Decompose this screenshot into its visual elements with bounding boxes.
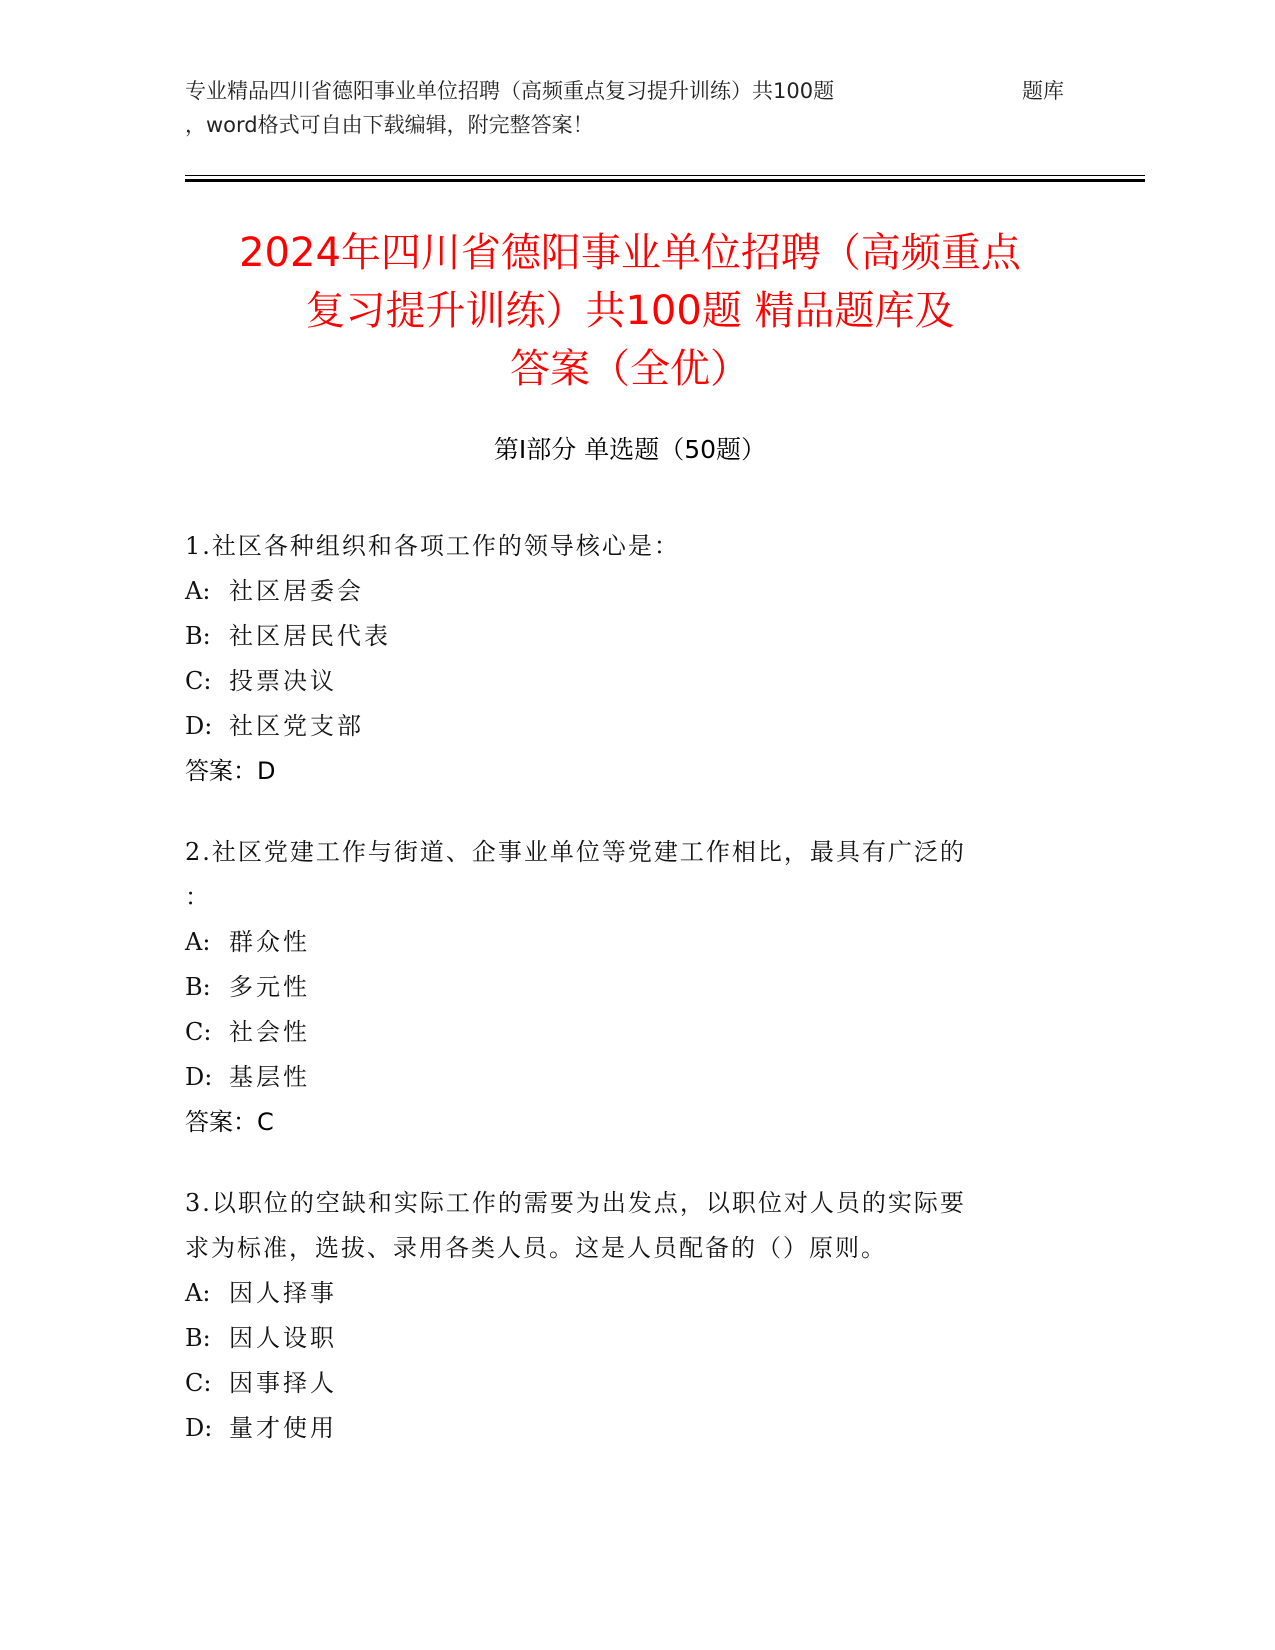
option-a <box>185 1271 1075 1316</box>
question-stem: 1.社区各种组织和各项工作的领导核心是： <box>185 532 680 560</box>
section-title: 第Ⅰ部分 单选题（50题） <box>493 435 767 464</box>
option-text: 因人设职 <box>229 1324 337 1352</box>
question-stem: 3.以职位的空缺和实际工作的需要为出发点，以职位对人员的实际要 <box>185 1189 966 1217</box>
option-text: 群众性 <box>229 928 310 956</box>
title-line-1: 2024年四川省德阳事业单位招聘（高频重点 <box>239 230 1021 276</box>
option-text: 多元性 <box>229 973 310 1001</box>
option-d <box>185 1055 1075 1100</box>
option-key: C: <box>185 1369 212 1397</box>
option-key: B: <box>185 1324 211 1352</box>
question-2 <box>185 830 1075 1145</box>
option-key: A: <box>185 928 211 956</box>
option-key: B: <box>185 622 211 650</box>
option-key: A: <box>185 577 211 605</box>
question-stem: 2.社区党建工作与街道、企事业单位等党建工作相比，最具有广泛的 <box>185 838 966 866</box>
header-line-2: ，word格式可自由下载编辑，附完整答案！ <box>185 113 594 137</box>
header-title-text: 专业精品四川省德阳事业单位招聘（高频重点复习提升训练）共100题 <box>185 79 835 103</box>
option-b <box>185 965 1075 1010</box>
option-key: B: <box>185 973 211 1001</box>
option-text: 投票决议 <box>229 667 337 695</box>
header-right-text: 题库 <box>1022 79 1064 103</box>
header-rule-thin <box>185 175 1145 176</box>
option-b <box>185 614 1075 659</box>
option-key: D: <box>185 1414 213 1442</box>
option-text: 社区居委会 <box>229 577 364 605</box>
question-3 <box>185 1181 1075 1451</box>
option-text: 基层性 <box>229 1063 310 1091</box>
header-line-1 <box>185 74 1145 108</box>
title-line-2: 复习提升训练）共100题 精品题库及 <box>305 288 955 334</box>
page-header <box>185 74 1145 142</box>
question-stem-continued: ： <box>185 883 211 911</box>
option-c <box>185 1010 1075 1055</box>
question-stem-continued: 求为标准，选拔、录用各类人员。这是人员配备的（）原则。 <box>185 1234 887 1262</box>
document-title <box>180 224 1080 398</box>
option-d <box>185 1406 1075 1451</box>
option-text: 社区居民代表 <box>229 622 391 650</box>
option-d <box>185 704 1075 749</box>
option-text: 社会性 <box>229 1018 310 1046</box>
question-1 <box>185 524 1075 794</box>
option-c <box>185 659 1075 704</box>
option-key: D: <box>185 712 213 740</box>
option-text: 社区党支部 <box>229 712 364 740</box>
option-b <box>185 1316 1075 1361</box>
option-key: C: <box>185 667 212 695</box>
answer-line: 答案：C <box>185 1108 274 1136</box>
title-line-3: 答案（全优） <box>510 346 750 392</box>
answer-line: 答案：D <box>185 757 276 785</box>
option-a <box>185 920 1075 965</box>
option-a <box>185 569 1075 614</box>
option-key: D: <box>185 1063 213 1091</box>
option-text: 量才使用 <box>229 1414 337 1442</box>
option-key: C: <box>185 1018 212 1046</box>
option-text: 因人择事 <box>229 1279 337 1307</box>
option-c <box>185 1361 1075 1406</box>
option-text: 因事择人 <box>229 1369 337 1397</box>
option-key: A: <box>185 1279 211 1307</box>
header-rule-thick <box>185 179 1145 182</box>
question-list <box>185 524 1075 1487</box>
